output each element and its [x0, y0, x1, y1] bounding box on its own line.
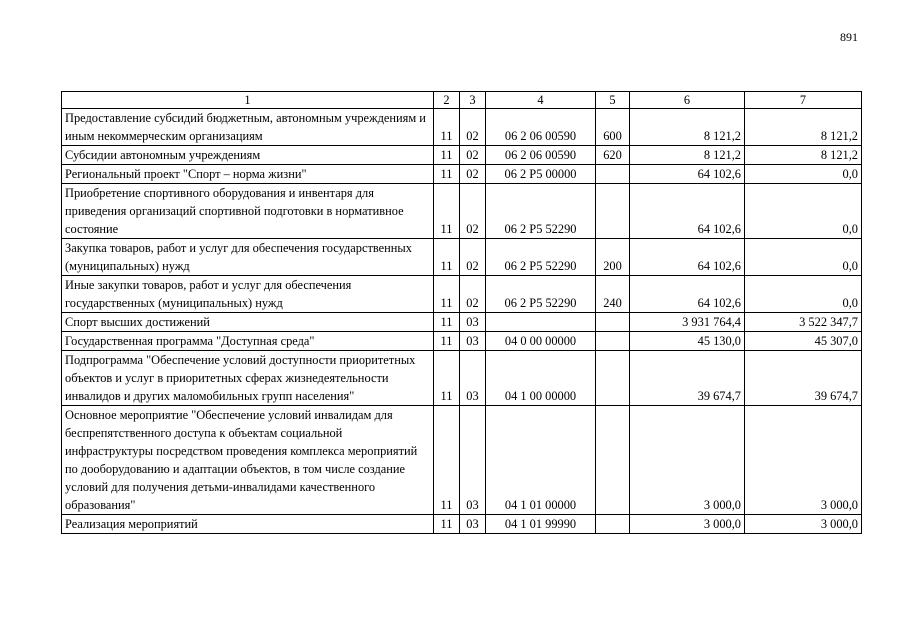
row-amount-col6: 45 130,0	[630, 332, 745, 351]
row-amount-col6: 64 102,6	[630, 239, 745, 276]
row-subsection: 02	[460, 239, 486, 276]
column-header-3: 3	[460, 92, 486, 109]
row-name: Иные закупки товаров, работ и услуг для обеспечения государственных (муниципальных) нужд	[62, 276, 434, 313]
row-name: Приобретение спортивного оборудования и инвентаря для приведения организаций спортивной подготовки в нормативное состояние	[62, 184, 434, 239]
header-row	[62, 92, 862, 109]
row-subsection: 03	[460, 332, 486, 351]
row-amount-col6: 3 931 764,4	[630, 313, 745, 332]
row-name: Закупка товаров, работ и услуг для обеспечения государственных (муниципальных) нужд	[62, 239, 434, 276]
row-section: 11	[434, 406, 460, 515]
row-section: 11	[434, 332, 460, 351]
row-subsection: 02	[460, 165, 486, 184]
row-name: Субсидии автономным учреждениям	[62, 146, 434, 165]
row-amount-col6: 8 121,2	[630, 109, 745, 146]
row-amount-col7: 45 307,0	[745, 332, 862, 351]
row-section: 11	[434, 165, 460, 184]
row-section: 11	[434, 276, 460, 313]
row-subsection: 03	[460, 313, 486, 332]
row-amount-col7: 3 522 347,7	[745, 313, 862, 332]
row-name: Спорт высших достижений	[62, 313, 434, 332]
table-row	[62, 406, 862, 515]
table-row	[62, 184, 862, 239]
row-subsection: 03	[460, 406, 486, 515]
row-name: Государственная программа "Доступная среда"	[62, 332, 434, 351]
row-name: Предоставление субсидий бюджетным, автономным учреждениям и иным некоммерческим организациям	[62, 109, 434, 146]
column-header-2: 2	[434, 92, 460, 109]
row-amount-col6: 64 102,6	[630, 184, 745, 239]
row-expense-type: 240	[596, 276, 630, 313]
row-section: 11	[434, 146, 460, 165]
table-row	[62, 332, 862, 351]
budget-table	[61, 91, 862, 534]
column-header-1: 1	[62, 92, 434, 109]
table-row	[62, 351, 862, 406]
column-header-5: 5	[596, 92, 630, 109]
row-amount-col7: 0,0	[745, 239, 862, 276]
column-header-6: 6	[630, 92, 745, 109]
row-subsection: 02	[460, 184, 486, 239]
row-amount-col7: 0,0	[745, 165, 862, 184]
row-target-article: 06 2 06 00590	[486, 109, 596, 146]
row-expense-type	[596, 313, 630, 332]
table-row	[62, 313, 862, 332]
row-target-article: 06 2 P5 52290	[486, 239, 596, 276]
row-name: Подпрограмма "Обеспечение условий доступности приоритетных объектов и услуг в приоритетных сферах жизнедеятельности инвалидов и других маломобильных групп населения"	[62, 351, 434, 406]
row-name: Основное мероприятие "Обеспечение условий инвалидам для беспрепятственного доступа к объектам социальной инфраструктуры посредством проведения комплекса мероприятий по дооборудованию и адаптации объектов, в том числе создание условий для получения детьми-инвалидами качественного образования"	[62, 406, 434, 515]
row-target-article: 06 2 06 00590	[486, 146, 596, 165]
row-amount-col7: 0,0	[745, 184, 862, 239]
row-section: 11	[434, 109, 460, 146]
row-subsection: 02	[460, 109, 486, 146]
row-amount-col7: 3 000,0	[745, 515, 862, 534]
table-row	[62, 109, 862, 146]
row-amount-col7: 3 000,0	[745, 406, 862, 515]
row-subsection: 02	[460, 146, 486, 165]
row-amount-col6: 64 102,6	[630, 276, 745, 313]
row-expense-type	[596, 165, 630, 184]
row-subsection: 03	[460, 351, 486, 406]
row-target-article: 06 2 P5 00000	[486, 165, 596, 184]
row-expense-type: 620	[596, 146, 630, 165]
row-amount-col6: 3 000,0	[630, 515, 745, 534]
column-header-7: 7	[745, 92, 862, 109]
row-target-article: 04 1 01 00000	[486, 406, 596, 515]
table-row	[62, 146, 862, 165]
row-expense-type	[596, 332, 630, 351]
table-row	[62, 239, 862, 276]
row-target-article: 04 1 01 99990	[486, 515, 596, 534]
row-target-article: 06 2 P5 52290	[486, 276, 596, 313]
page-number: 891	[840, 30, 858, 44]
row-section: 11	[434, 239, 460, 276]
row-amount-col7: 8 121,2	[745, 146, 862, 165]
table-row	[62, 165, 862, 184]
row-subsection: 02	[460, 276, 486, 313]
row-target-article: 04 1 00 00000	[486, 351, 596, 406]
row-amount-col7: 8 121,2	[745, 109, 862, 146]
row-section: 11	[434, 184, 460, 239]
row-section: 11	[434, 313, 460, 332]
row-target-article: 04 0 00 00000	[486, 332, 596, 351]
row-amount-col6: 39 674,7	[630, 351, 745, 406]
row-amount-col6: 64 102,6	[630, 165, 745, 184]
row-expense-type: 200	[596, 239, 630, 276]
row-target-article	[486, 313, 596, 332]
column-header-4: 4	[486, 92, 596, 109]
row-expense-type	[596, 515, 630, 534]
row-name: Региональный проект "Спорт – норма жизни"	[62, 165, 434, 184]
row-expense-type	[596, 351, 630, 406]
row-name: Реализация мероприятий	[62, 515, 434, 534]
row-section: 11	[434, 351, 460, 406]
table-row	[62, 276, 862, 313]
row-amount-col7: 39 674,7	[745, 351, 862, 406]
row-amount-col6: 8 121,2	[630, 146, 745, 165]
row-amount-col6: 3 000,0	[630, 406, 745, 515]
row-subsection: 03	[460, 515, 486, 534]
row-amount-col7: 0,0	[745, 276, 862, 313]
row-expense-type	[596, 184, 630, 239]
row-expense-type: 600	[596, 109, 630, 146]
row-target-article: 06 2 P5 52290	[486, 184, 596, 239]
table-row	[62, 515, 862, 534]
row-expense-type	[596, 406, 630, 515]
row-section: 11	[434, 515, 460, 534]
